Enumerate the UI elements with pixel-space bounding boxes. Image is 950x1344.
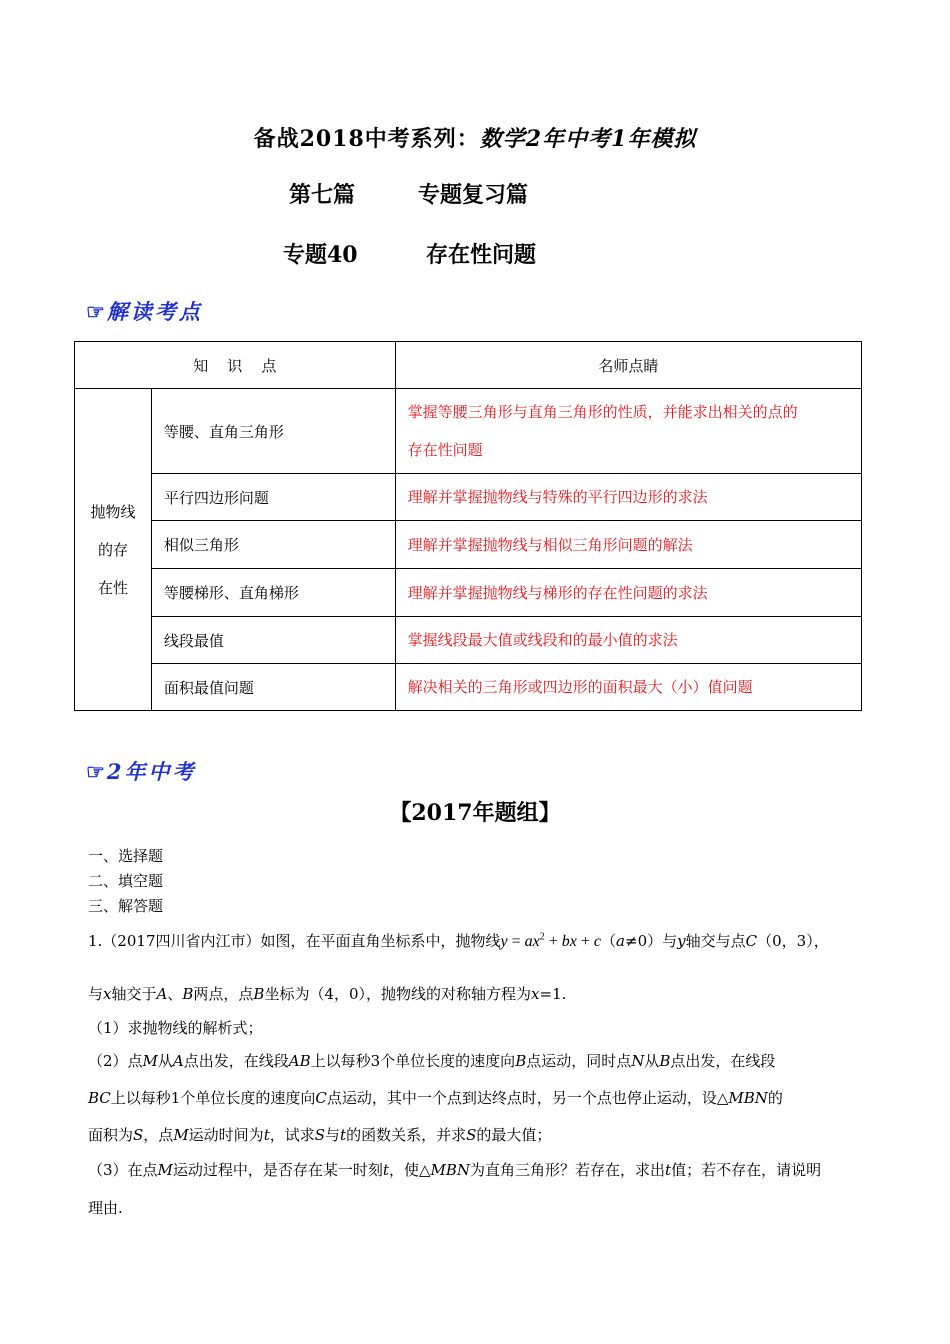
table-row xyxy=(75,617,862,664)
math-var: B xyxy=(253,985,265,1003)
category-cell xyxy=(75,389,152,711)
text: 点运动，其中一个点到达终点时，另一个点也停止运动，设△ xyxy=(326,1089,729,1107)
math-op: + xyxy=(544,933,562,950)
math-var: x xyxy=(531,985,540,1003)
math-op: + xyxy=(576,933,594,950)
knowledge-points-table xyxy=(74,341,862,711)
header-tips: 名师点睛 xyxy=(395,342,861,389)
text: 为直角三角形？若存在，求出 xyxy=(470,1161,666,1179)
header-knowledge: 知 识 点 xyxy=(75,342,396,389)
pointing-hand-icon: ☞ xyxy=(86,299,105,324)
text: 两点，点 xyxy=(193,985,254,1003)
math-var: y xyxy=(677,932,686,950)
table-row xyxy=(75,474,862,521)
math-var: MBN xyxy=(430,1161,471,1179)
part-name: 专题复习篇 xyxy=(418,182,529,208)
text: ，使△ xyxy=(388,1161,431,1179)
math-exponent: 2 xyxy=(539,931,545,943)
category-choice: 一、选择题 xyxy=(88,847,164,865)
table-header-row xyxy=(75,342,862,389)
tip-line: 掌握等腰三角形与直角三角形的性质，并能求出相关的点的 xyxy=(407,403,798,421)
topic-cell: 等腰、直角三角形 xyxy=(151,389,395,474)
pointing-hand-icon: ☞ xyxy=(86,759,105,784)
text: 1.（2017四川省内江市）如图，在平面直角坐标系中，抛物线 xyxy=(88,932,501,950)
math-var: t xyxy=(340,1126,347,1144)
question-2 xyxy=(88,1050,775,1071)
tip-cell: 理解并掌握抛物线与相似三角形问题的解法 xyxy=(395,521,861,569)
category-fill: 二、填空题 xyxy=(88,872,164,890)
tip-cell: 理解并掌握抛物线与梯形的存在性问题的求法 xyxy=(395,569,861,617)
topic-name: 存在性问题 xyxy=(426,242,537,268)
topic-cell: 相似三角形 xyxy=(151,521,395,569)
math-var: t xyxy=(263,1126,270,1144)
tip-line: 存在性问题 xyxy=(407,441,483,459)
math-var: bx xyxy=(561,933,577,950)
part-number: 第七篇 xyxy=(289,182,356,208)
math-var: BC xyxy=(88,1089,111,1107)
section-heading-two-years xyxy=(86,756,196,786)
math-var: N xyxy=(631,1052,645,1070)
section-label: 解读考点 xyxy=(106,299,203,324)
text: 运动过程中，是否存在某一时刻 xyxy=(172,1161,383,1179)
text: 面积为 xyxy=(88,1126,134,1144)
math-var: M xyxy=(173,1126,189,1144)
document-title xyxy=(0,122,950,153)
question-2-cont xyxy=(88,1124,551,1145)
topic-number: 专题40 xyxy=(283,242,358,268)
text: 上以每秒3个单位长度的速度向 xyxy=(310,1052,516,1070)
text: 轴交与点 xyxy=(685,932,746,950)
text: ，试求 xyxy=(269,1126,315,1144)
math-var: S xyxy=(314,1126,326,1144)
text: ≠0）与 xyxy=(625,932,678,950)
topic-cell: 线段最值 xyxy=(151,617,395,664)
text: 坐标为（4，0），抛物线的对称轴方程为 xyxy=(264,985,532,1003)
category-line: 的存 xyxy=(97,540,128,559)
text: （ xyxy=(601,932,617,950)
section-heading-key-points xyxy=(86,296,203,326)
math-var: C xyxy=(315,1089,327,1107)
title-rest: 数学2年中考1年模拟 xyxy=(479,126,697,152)
text: 的 xyxy=(767,1089,783,1107)
table-row xyxy=(75,389,862,474)
math-var: a xyxy=(616,932,625,950)
math-var: M xyxy=(157,1161,173,1179)
table-row xyxy=(75,521,862,569)
math-var: S xyxy=(133,1126,144,1144)
math-var: ax xyxy=(524,933,540,950)
table-row xyxy=(75,664,862,711)
math-var: B xyxy=(659,1052,671,1070)
text: （0，3）， xyxy=(757,932,829,950)
text: 点出发，在线段 xyxy=(670,1052,776,1070)
math-var: C xyxy=(745,932,758,950)
math-var: c xyxy=(593,933,602,950)
text: 从 xyxy=(157,1052,173,1070)
text: 轴交于 xyxy=(111,985,157,1003)
math-var: S xyxy=(466,1126,477,1144)
tip-cell: 解决相关的三角形或四边形的面积最大（小）值问题 xyxy=(395,664,861,711)
math-var: B xyxy=(515,1052,527,1070)
tip-cell: 掌握线段最大值或线段和的最小值的求法 xyxy=(395,617,861,664)
text: 与 xyxy=(325,1126,341,1144)
category-solve: 三、解答题 xyxy=(88,897,164,915)
text: 从 xyxy=(644,1052,660,1070)
math-var: t xyxy=(665,1161,672,1179)
problem-line xyxy=(88,983,566,1004)
tip-cell: 理解并掌握抛物线与特殊的平行四边形的求法 xyxy=(395,474,861,521)
text: 点运动，同时点 xyxy=(526,1052,632,1070)
text: 的最大值； xyxy=(476,1126,552,1144)
topic-cell: 面积最值问题 xyxy=(151,664,395,711)
section-label: 2年中考 xyxy=(106,759,197,784)
question-1: （1）求抛物线的解析式； xyxy=(88,1019,263,1037)
math-var: t xyxy=(382,1161,389,1179)
tip-cell xyxy=(395,389,861,474)
category-line: 抛物线 xyxy=(90,502,136,521)
math-var: M xyxy=(142,1052,158,1070)
text: 上以每秒1个单位长度的速度向 xyxy=(110,1089,316,1107)
table-row xyxy=(75,569,862,617)
math-var: MBN xyxy=(728,1089,768,1107)
question-3-cont: 理由. xyxy=(88,1199,123,1217)
math-var: B xyxy=(182,985,194,1003)
topic-cell: 平行四边形问题 xyxy=(151,474,395,521)
text: 点出发，在线段 xyxy=(183,1052,289,1070)
text: 运动时间为 xyxy=(188,1126,264,1144)
math-var: A xyxy=(172,1052,184,1070)
topic-cell: 等腰梯形、直角梯形 xyxy=(151,569,395,617)
group-title: 【2017年题组】 xyxy=(389,800,561,826)
text: （2）点 xyxy=(88,1052,143,1070)
math-op: = xyxy=(507,933,525,950)
text: （3）在点 xyxy=(88,1161,158,1179)
math-var: AB xyxy=(288,1052,311,1070)
math-var: x xyxy=(103,985,112,1003)
text: 与 xyxy=(88,985,104,1003)
category-line: 在性 xyxy=(97,578,128,597)
text: 值；若不存在，请说明 xyxy=(671,1161,822,1179)
text: 的函数关系，并求 xyxy=(346,1126,467,1144)
problem-line xyxy=(88,930,829,951)
title-main: 备战2018中考系列： xyxy=(253,126,480,152)
question-2-cont xyxy=(88,1087,783,1108)
math-var: y xyxy=(500,933,508,950)
text: =1. xyxy=(539,985,567,1003)
question-3 xyxy=(88,1159,821,1180)
text: ，点 xyxy=(143,1126,174,1144)
math-var: A xyxy=(156,985,168,1003)
text: 、 xyxy=(167,985,183,1003)
